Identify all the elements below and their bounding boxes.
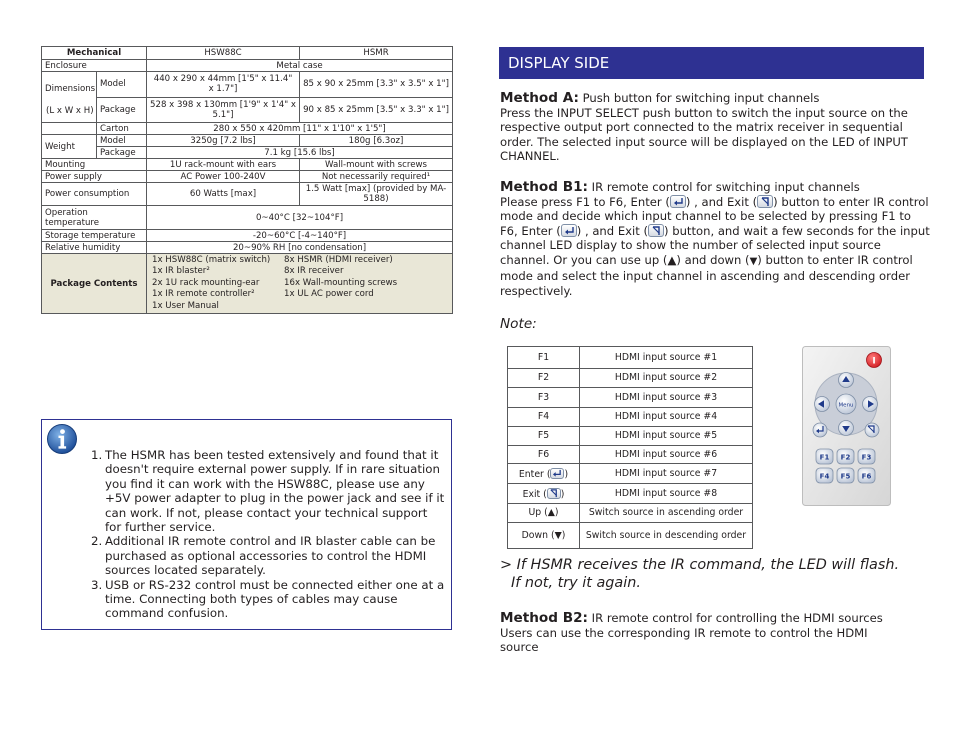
package-item: 2x 1U rack mounting-ear (152, 277, 260, 288)
enclosure-value: Metal case (147, 60, 453, 72)
package-contents-hsw88c-list (152, 255, 284, 313)
enter-key-icon (550, 468, 564, 479)
function-key-exit (508, 484, 580, 504)
notes-box (41, 419, 452, 630)
flash-note-line1: > If HSMR receives the IR command, the LED will flash. (500, 557, 900, 573)
note-text: Additional IR remote control and IR blaster cable can be purchased as optional accessories to control the HDMI sources located separately. (105, 534, 436, 578)
weight-model-label: Model (97, 135, 147, 147)
function-action: HDMI input source #4 (580, 408, 753, 427)
note-text: The HSMR has been tested extensively and found that it doesn't require external power supply. If in rare situation you find it can work with the HSW88C, please use any +5V power adapter to plug in the power jack and see if it can work. If not, please contact your technical support for further service. (105, 448, 445, 535)
function-key: F6 (508, 446, 580, 464)
function-key: F3 (508, 388, 580, 408)
mounting-hsw88c: 1U rack-mount with ears (147, 159, 300, 171)
exit-key-icon (547, 488, 561, 499)
note-item (91, 534, 447, 577)
dimensions-package-hsw88c: 528 x 398 x 130mm [1'9" x 1'4" x 5.1"] (147, 97, 300, 123)
f1-label: F1 (819, 453, 830, 462)
dimensions-label-cell (42, 72, 97, 123)
section-title-banner: DISPLAY SIDE (499, 47, 924, 79)
mounting-label: Mounting (42, 159, 147, 171)
function-table (507, 346, 753, 549)
enter-key-icon (670, 195, 686, 208)
note-number: 2. (91, 534, 103, 549)
package-contents-cell (147, 254, 453, 314)
dimensions-carton-label: Carton (97, 123, 147, 135)
dimensions-carton-value: 280 x 550 x 420mm [11" x 1'10" x 1'5"] (147, 123, 453, 135)
function-key: ) (560, 488, 565, 500)
function-key: Enter ( (518, 468, 551, 480)
function-key: F2 (508, 369, 580, 388)
f5-label: F5 (840, 472, 851, 481)
weight-package-value: 7.1 kg [15.6 lbs] (147, 147, 453, 159)
method-a-subheading: Push button for switching input channels (582, 91, 820, 105)
package-contents-label: Package Contents (42, 254, 147, 314)
notes-list (91, 448, 447, 621)
function-action: Switch source in descending order (580, 523, 753, 549)
note-label: Note: (500, 316, 537, 332)
method-b1-body (500, 195, 930, 299)
function-key: Up (▲) (508, 504, 580, 523)
note-item (91, 578, 447, 621)
info-icon (46, 423, 78, 455)
function-action: HDMI input source #5 (580, 427, 753, 446)
power-consumption-hsmr: 1.5 Watt [max] (provided by MA-5188) (300, 183, 453, 206)
note-item (91, 448, 447, 534)
method-b1-text: ) and down ( (676, 252, 750, 267)
dimensions-model-label: Model (97, 72, 147, 98)
weight-package-label: Package (97, 147, 147, 159)
dimensions-package-label: Package (97, 97, 147, 123)
package-item: 1x IR blaster² (152, 266, 210, 277)
method-b1-text: ) button to enter IR control mode and decide which input channel to be selected by pressing F1 to F6, Enter ( (500, 194, 929, 238)
method-b1-subheading: IR remote control for switching input channels (591, 180, 860, 194)
function-key: F5 (508, 427, 580, 446)
package-item: 8x IR receiver (284, 266, 344, 277)
function-action: HDMI input source #7 (580, 464, 753, 484)
method-a-heading: Method A: (500, 90, 579, 106)
package-item: 16x Wall-mounting screws (284, 277, 398, 288)
weight-label: Weight (42, 135, 97, 159)
function-action: HDMI input source #2 (580, 369, 753, 388)
f3-label: F3 (861, 453, 872, 462)
dimensions-sublabel: (L x W x H) (46, 106, 94, 116)
enter-key-icon (561, 224, 577, 237)
power-supply-label: Power supply (42, 171, 147, 183)
operation-temperature-label: Operation temperature (42, 206, 147, 230)
function-action: HDMI input source #6 (580, 446, 753, 464)
package-item: 1x User Manual (152, 300, 219, 311)
flash-note (500, 557, 899, 592)
method-b1-text: ) button to enter IR control mode and select the input channel in ascending and descending order respectively. (500, 252, 913, 298)
function-key: F4 (508, 408, 580, 427)
package-item: 1x IR remote controller² (152, 289, 255, 300)
package-item: 1x UL AC power cord (284, 289, 374, 300)
ir-remote-illustration (802, 346, 891, 506)
exit-key-icon (757, 195, 773, 208)
storage-temperature-value: -20~60°C [-4~140°F] (147, 230, 453, 242)
function-key: Exit ( (522, 488, 547, 500)
note-number: 1. (91, 448, 103, 462)
function-key-enter (508, 464, 580, 484)
mounting-hsmr: Wall-mount with screws (300, 159, 453, 171)
method-b1-text: ) button, and wait a few seconds for the input channel LED display to show the number of selected input source channel. Or you can use up ( (500, 223, 930, 267)
function-action: HDMI input source #3 (580, 388, 753, 408)
power-button (867, 353, 882, 368)
function-action: Switch source in ascending order (580, 504, 753, 523)
method-b1-section (500, 180, 930, 298)
function-action: HDMI input source #1 (580, 347, 753, 369)
method-a-section (500, 91, 930, 164)
down-arrow-icon: ▼ (749, 255, 758, 267)
power-consumption-hsw88c: 60 Watts [max] (147, 183, 300, 206)
method-b1-text: ) , and Exit ( (576, 223, 648, 238)
method-b2-subheading: IR remote control for controlling the HDMI sources (591, 611, 883, 625)
f2-label: F2 (840, 453, 851, 462)
operation-temperature-value: 0~40°C [32~104°F] (147, 206, 453, 230)
package-item: 8x HSMR (HDMI receiver) (284, 254, 393, 265)
function-action: HDMI input source #8 (580, 484, 753, 504)
dimensions-label: Dimensions (45, 84, 96, 94)
dimensions-model-hsmr: 85 x 90 x 25mm [3.3" x 3.5" x 1"] (300, 72, 453, 98)
method-b1-text: ) , and Exit ( (685, 194, 758, 209)
spec-table (41, 46, 453, 314)
function-key: F1 (508, 347, 580, 369)
package-item: 1x HSW88C (matrix switch) (152, 254, 271, 265)
note-number: 3. (91, 577, 103, 592)
relative-humidity-value: 20~90% RH [no condensation] (147, 242, 453, 254)
method-a-body: Press the INPUT SELECT push button to switch the input source on the respective output port connected to the matrix receiver in sequential order. The selected input source will be displayed on the LED of INPUT CHANNEL. (500, 105, 908, 163)
power-label: I (872, 356, 876, 367)
method-b2-heading: Method B2: (500, 610, 588, 626)
storage-temperature-label: Storage temperature (42, 230, 147, 242)
spec-header-label: Mechanical (42, 47, 147, 60)
enclosure-label: Enclosure (42, 60, 147, 72)
enter-button (813, 423, 827, 437)
method-b2-body: Users can use the corresponding IR remote to control the HDMI source (500, 625, 868, 654)
weight-model-hsw88c: 3250g [7.2 lbs] (147, 135, 300, 147)
function-key: Down (▼) (508, 523, 580, 549)
spec-header-hsmr: HSMR (300, 47, 453, 60)
package-contents-hsmr-list (284, 255, 424, 313)
f4-label: F4 (819, 472, 830, 481)
spec-header-hsw88c: HSW88C (147, 47, 300, 60)
method-b2-section (500, 611, 930, 655)
method-b1-text: Please press F1 to F6, Enter ( (500, 194, 670, 209)
dimensions-package-hsmr: 90 x 85 x 25mm [3.5" x 3.3" x 1"] (300, 97, 453, 123)
exit-key-icon (648, 224, 664, 237)
relative-humidity-label: Relative humidity (42, 242, 147, 254)
function-key: ) (564, 468, 569, 480)
dimensions-model-hsw88c: 440 x 290 x 44mm [1'5" x 11.4" x 1.7"] (147, 72, 300, 98)
method-b1-heading: Method B1: (500, 179, 588, 195)
menu-label: Menu (838, 402, 854, 409)
up-arrow-icon: ▲ (667, 252, 677, 267)
power-consumption-label: Power consumption (42, 183, 147, 206)
power-supply-hsmr: Not necessarily required¹ (300, 171, 453, 183)
weight-model-hsmr: 180g [6.3oz] (300, 135, 453, 147)
note-text: USB or RS-232 control must be connected either one at a time. Connecting both types of cables may cause command confusion. (105, 577, 445, 621)
f6-label: F6 (861, 472, 872, 481)
flash-note-line2: If not, try it again. (511, 574, 641, 591)
power-supply-hsw88c: AC Power 100-240V (147, 171, 300, 183)
